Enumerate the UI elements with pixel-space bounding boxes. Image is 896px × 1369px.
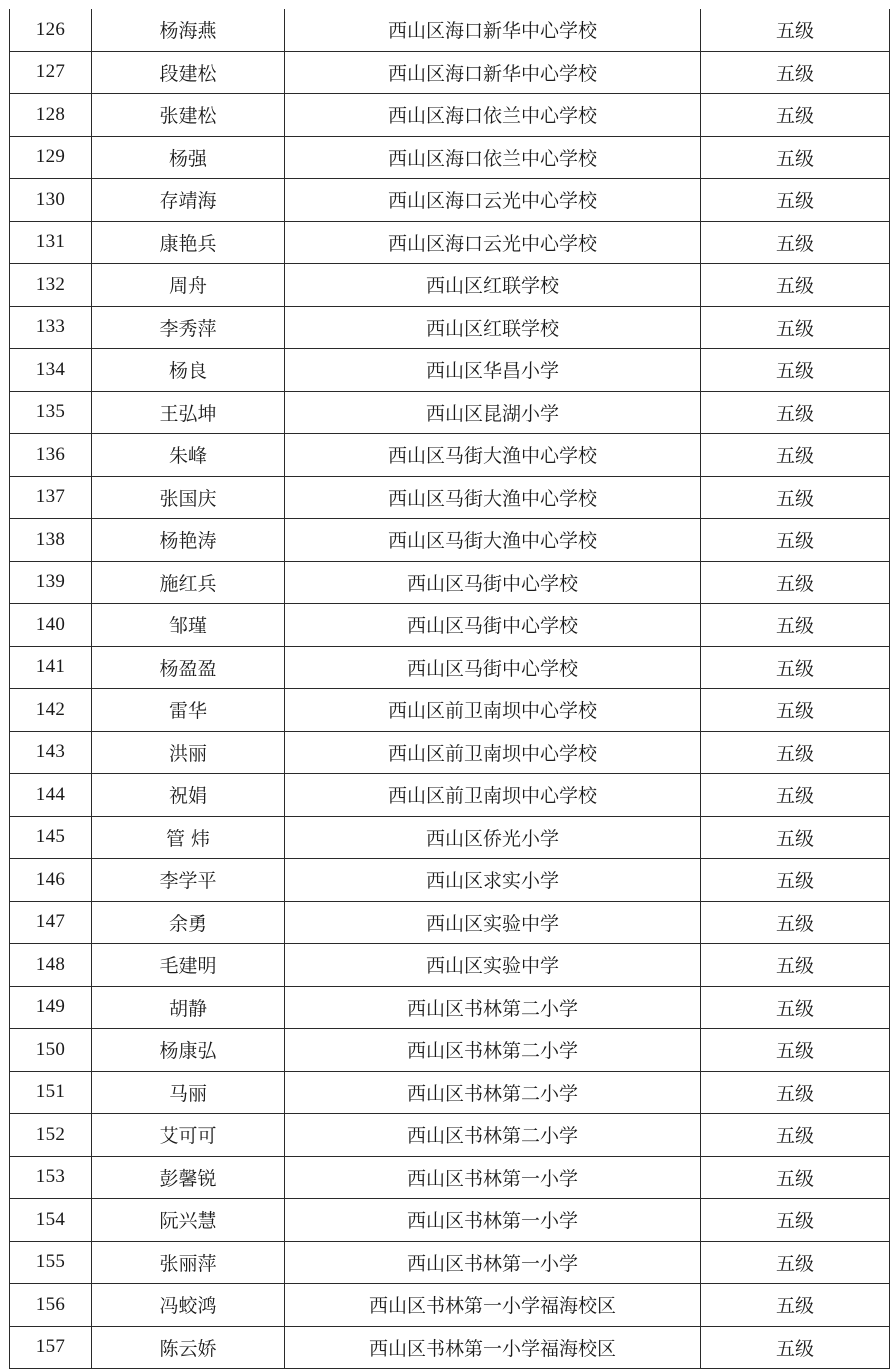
row-number-cell: 127 bbox=[10, 51, 92, 94]
table-row bbox=[10, 136, 890, 179]
school-name-cell: 西山区马街大渔中心学校 bbox=[285, 476, 701, 519]
level-cell: 五级 bbox=[701, 94, 890, 137]
table-row bbox=[10, 1326, 890, 1369]
level-cell: 五级 bbox=[701, 349, 890, 392]
row-number-cell: 156 bbox=[10, 1284, 92, 1327]
row-number-cell: 157 bbox=[10, 1326, 92, 1369]
table-row bbox=[10, 434, 890, 477]
row-number-cell: 140 bbox=[10, 604, 92, 647]
level-cell: 五级 bbox=[701, 1326, 890, 1369]
teacher-name-cell: 李秀萍 bbox=[92, 306, 285, 349]
table-row bbox=[10, 349, 890, 392]
row-number-cell: 147 bbox=[10, 901, 92, 944]
school-name-cell: 西山区马街中心学校 bbox=[285, 604, 701, 647]
teacher-name-cell: 张丽萍 bbox=[92, 1241, 285, 1284]
level-cell: 五级 bbox=[701, 136, 890, 179]
roster-table-body bbox=[10, 9, 890, 1369]
row-number-cell: 146 bbox=[10, 859, 92, 902]
table-row bbox=[10, 859, 890, 902]
teacher-name-cell: 胡静 bbox=[92, 986, 285, 1029]
row-number-cell: 134 bbox=[10, 349, 92, 392]
table-row bbox=[10, 1199, 890, 1242]
row-number-cell: 138 bbox=[10, 519, 92, 562]
row-number-cell: 132 bbox=[10, 264, 92, 307]
school-name-cell: 西山区红联学校 bbox=[285, 306, 701, 349]
row-number-cell: 129 bbox=[10, 136, 92, 179]
table-row bbox=[10, 1114, 890, 1157]
table-row bbox=[10, 1284, 890, 1327]
roster-table bbox=[9, 9, 890, 1369]
table-row bbox=[10, 816, 890, 859]
level-cell: 五级 bbox=[701, 1284, 890, 1327]
school-name-cell: 西山区实验中学 bbox=[285, 944, 701, 987]
level-cell: 五级 bbox=[701, 1199, 890, 1242]
school-name-cell: 西山区海口云光中心学校 bbox=[285, 179, 701, 222]
level-cell: 五级 bbox=[701, 476, 890, 519]
row-number-cell: 144 bbox=[10, 774, 92, 817]
teacher-name-cell: 存靖海 bbox=[92, 179, 285, 222]
level-cell: 五级 bbox=[701, 604, 890, 647]
row-number-cell: 153 bbox=[10, 1156, 92, 1199]
teacher-name-cell: 祝娟 bbox=[92, 774, 285, 817]
row-number-cell: 136 bbox=[10, 434, 92, 477]
level-cell: 五级 bbox=[701, 221, 890, 264]
row-number-cell: 145 bbox=[10, 816, 92, 859]
teacher-name-cell: 杨强 bbox=[92, 136, 285, 179]
school-name-cell: 西山区海口依兰中心学校 bbox=[285, 94, 701, 137]
row-number-cell: 143 bbox=[10, 731, 92, 774]
table-row bbox=[10, 306, 890, 349]
school-name-cell: 西山区书林第一小学 bbox=[285, 1199, 701, 1242]
row-number-cell: 151 bbox=[10, 1071, 92, 1114]
level-cell: 五级 bbox=[701, 9, 890, 51]
teacher-name-cell: 杨康弘 bbox=[92, 1029, 285, 1072]
school-name-cell: 西山区书林第二小学 bbox=[285, 986, 701, 1029]
school-name-cell: 西山区前卫南坝中心学校 bbox=[285, 731, 701, 774]
row-number-cell: 152 bbox=[10, 1114, 92, 1157]
table-row bbox=[10, 51, 890, 94]
row-number-cell: 128 bbox=[10, 94, 92, 137]
teacher-name-cell: 康艳兵 bbox=[92, 221, 285, 264]
school-name-cell: 西山区书林第二小学 bbox=[285, 1114, 701, 1157]
teacher-name-cell: 施红兵 bbox=[92, 561, 285, 604]
teacher-name-cell: 张国庆 bbox=[92, 476, 285, 519]
school-name-cell: 西山区海口新华中心学校 bbox=[285, 9, 701, 51]
level-cell: 五级 bbox=[701, 646, 890, 689]
table-row bbox=[10, 264, 890, 307]
teacher-name-cell: 管 炜 bbox=[92, 816, 285, 859]
row-number-cell: 150 bbox=[10, 1029, 92, 1072]
table-row bbox=[10, 689, 890, 732]
table-row bbox=[10, 646, 890, 689]
table-row bbox=[10, 9, 890, 51]
table-row bbox=[10, 1241, 890, 1284]
row-number-cell: 135 bbox=[10, 391, 92, 434]
level-cell: 五级 bbox=[701, 51, 890, 94]
school-name-cell: 西山区昆湖小学 bbox=[285, 391, 701, 434]
table-row bbox=[10, 901, 890, 944]
table-row bbox=[10, 519, 890, 562]
level-cell: 五级 bbox=[701, 774, 890, 817]
teacher-name-cell: 杨艳涛 bbox=[92, 519, 285, 562]
school-name-cell: 西山区海口依兰中心学校 bbox=[285, 136, 701, 179]
school-name-cell: 西山区书林第二小学 bbox=[285, 1071, 701, 1114]
teacher-name-cell: 邹瑾 bbox=[92, 604, 285, 647]
level-cell: 五级 bbox=[701, 561, 890, 604]
row-number-cell: 130 bbox=[10, 179, 92, 222]
teacher-name-cell: 洪丽 bbox=[92, 731, 285, 774]
row-number-cell: 155 bbox=[10, 1241, 92, 1284]
row-number-cell: 126 bbox=[10, 9, 92, 51]
table-row bbox=[10, 731, 890, 774]
table-row bbox=[10, 391, 890, 434]
school-name-cell: 西山区海口新华中心学校 bbox=[285, 51, 701, 94]
teacher-name-cell: 阮兴慧 bbox=[92, 1199, 285, 1242]
teacher-name-cell: 马丽 bbox=[92, 1071, 285, 1114]
row-number-cell: 149 bbox=[10, 986, 92, 1029]
teacher-name-cell: 周舟 bbox=[92, 264, 285, 307]
school-name-cell: 西山区海口云光中心学校 bbox=[285, 221, 701, 264]
level-cell: 五级 bbox=[701, 1114, 890, 1157]
level-cell: 五级 bbox=[701, 264, 890, 307]
level-cell: 五级 bbox=[701, 179, 890, 222]
table-row bbox=[10, 944, 890, 987]
level-cell: 五级 bbox=[701, 689, 890, 732]
row-number-cell: 133 bbox=[10, 306, 92, 349]
row-number-cell: 139 bbox=[10, 561, 92, 604]
school-name-cell: 西山区求实小学 bbox=[285, 859, 701, 902]
table-row bbox=[10, 986, 890, 1029]
teacher-name-cell: 杨良 bbox=[92, 349, 285, 392]
table-row bbox=[10, 561, 890, 604]
table-row bbox=[10, 1029, 890, 1072]
school-name-cell: 西山区马街大渔中心学校 bbox=[285, 519, 701, 562]
school-name-cell: 西山区前卫南坝中心学校 bbox=[285, 689, 701, 732]
level-cell: 五级 bbox=[701, 1029, 890, 1072]
school-name-cell: 西山区红联学校 bbox=[285, 264, 701, 307]
teacher-name-cell: 杨盈盈 bbox=[92, 646, 285, 689]
level-cell: 五级 bbox=[701, 731, 890, 774]
level-cell: 五级 bbox=[701, 519, 890, 562]
teacher-name-cell: 杨海燕 bbox=[92, 9, 285, 51]
table-row bbox=[10, 1071, 890, 1114]
level-cell: 五级 bbox=[701, 1241, 890, 1284]
teacher-name-cell: 雷华 bbox=[92, 689, 285, 732]
table-row bbox=[10, 94, 890, 137]
row-number-cell: 148 bbox=[10, 944, 92, 987]
teacher-name-cell: 冯蛟鸿 bbox=[92, 1284, 285, 1327]
school-name-cell: 西山区书林第一小学福海校区 bbox=[285, 1326, 701, 1369]
school-name-cell: 西山区书林第一小学 bbox=[285, 1156, 701, 1199]
table-row bbox=[10, 476, 890, 519]
school-name-cell: 西山区马街大渔中心学校 bbox=[285, 434, 701, 477]
teacher-name-cell: 段建松 bbox=[92, 51, 285, 94]
level-cell: 五级 bbox=[701, 901, 890, 944]
table-row bbox=[10, 604, 890, 647]
school-name-cell: 西山区书林第二小学 bbox=[285, 1029, 701, 1072]
table-row bbox=[10, 221, 890, 264]
teacher-name-cell: 艾可可 bbox=[92, 1114, 285, 1157]
level-cell: 五级 bbox=[701, 434, 890, 477]
level-cell: 五级 bbox=[701, 816, 890, 859]
teacher-name-cell: 余勇 bbox=[92, 901, 285, 944]
level-cell: 五级 bbox=[701, 1071, 890, 1114]
teacher-name-cell: 朱峰 bbox=[92, 434, 285, 477]
table-row bbox=[10, 1156, 890, 1199]
level-cell: 五级 bbox=[701, 859, 890, 902]
school-name-cell: 西山区马街中心学校 bbox=[285, 646, 701, 689]
school-name-cell: 西山区马街中心学校 bbox=[285, 561, 701, 604]
row-number-cell: 137 bbox=[10, 476, 92, 519]
row-number-cell: 142 bbox=[10, 689, 92, 732]
level-cell: 五级 bbox=[701, 986, 890, 1029]
table-row bbox=[10, 774, 890, 817]
table-row bbox=[10, 179, 890, 222]
teacher-name-cell: 张建松 bbox=[92, 94, 285, 137]
row-number-cell: 141 bbox=[10, 646, 92, 689]
row-number-cell: 131 bbox=[10, 221, 92, 264]
teacher-name-cell: 彭馨锐 bbox=[92, 1156, 285, 1199]
level-cell: 五级 bbox=[701, 306, 890, 349]
row-number-cell: 154 bbox=[10, 1199, 92, 1242]
school-name-cell: 西山区书林第一小学福海校区 bbox=[285, 1284, 701, 1327]
level-cell: 五级 bbox=[701, 944, 890, 987]
teacher-name-cell: 李学平 bbox=[92, 859, 285, 902]
teacher-name-cell: 王弘坤 bbox=[92, 391, 285, 434]
school-name-cell: 西山区侨光小学 bbox=[285, 816, 701, 859]
teacher-name-cell: 毛建明 bbox=[92, 944, 285, 987]
teacher-name-cell: 陈云娇 bbox=[92, 1326, 285, 1369]
level-cell: 五级 bbox=[701, 1156, 890, 1199]
school-name-cell: 西山区书林第一小学 bbox=[285, 1241, 701, 1284]
level-cell: 五级 bbox=[701, 391, 890, 434]
school-name-cell: 西山区前卫南坝中心学校 bbox=[285, 774, 701, 817]
school-name-cell: 西山区华昌小学 bbox=[285, 349, 701, 392]
school-name-cell: 西山区实验中学 bbox=[285, 901, 701, 944]
roster-sheet bbox=[9, 9, 889, 1369]
